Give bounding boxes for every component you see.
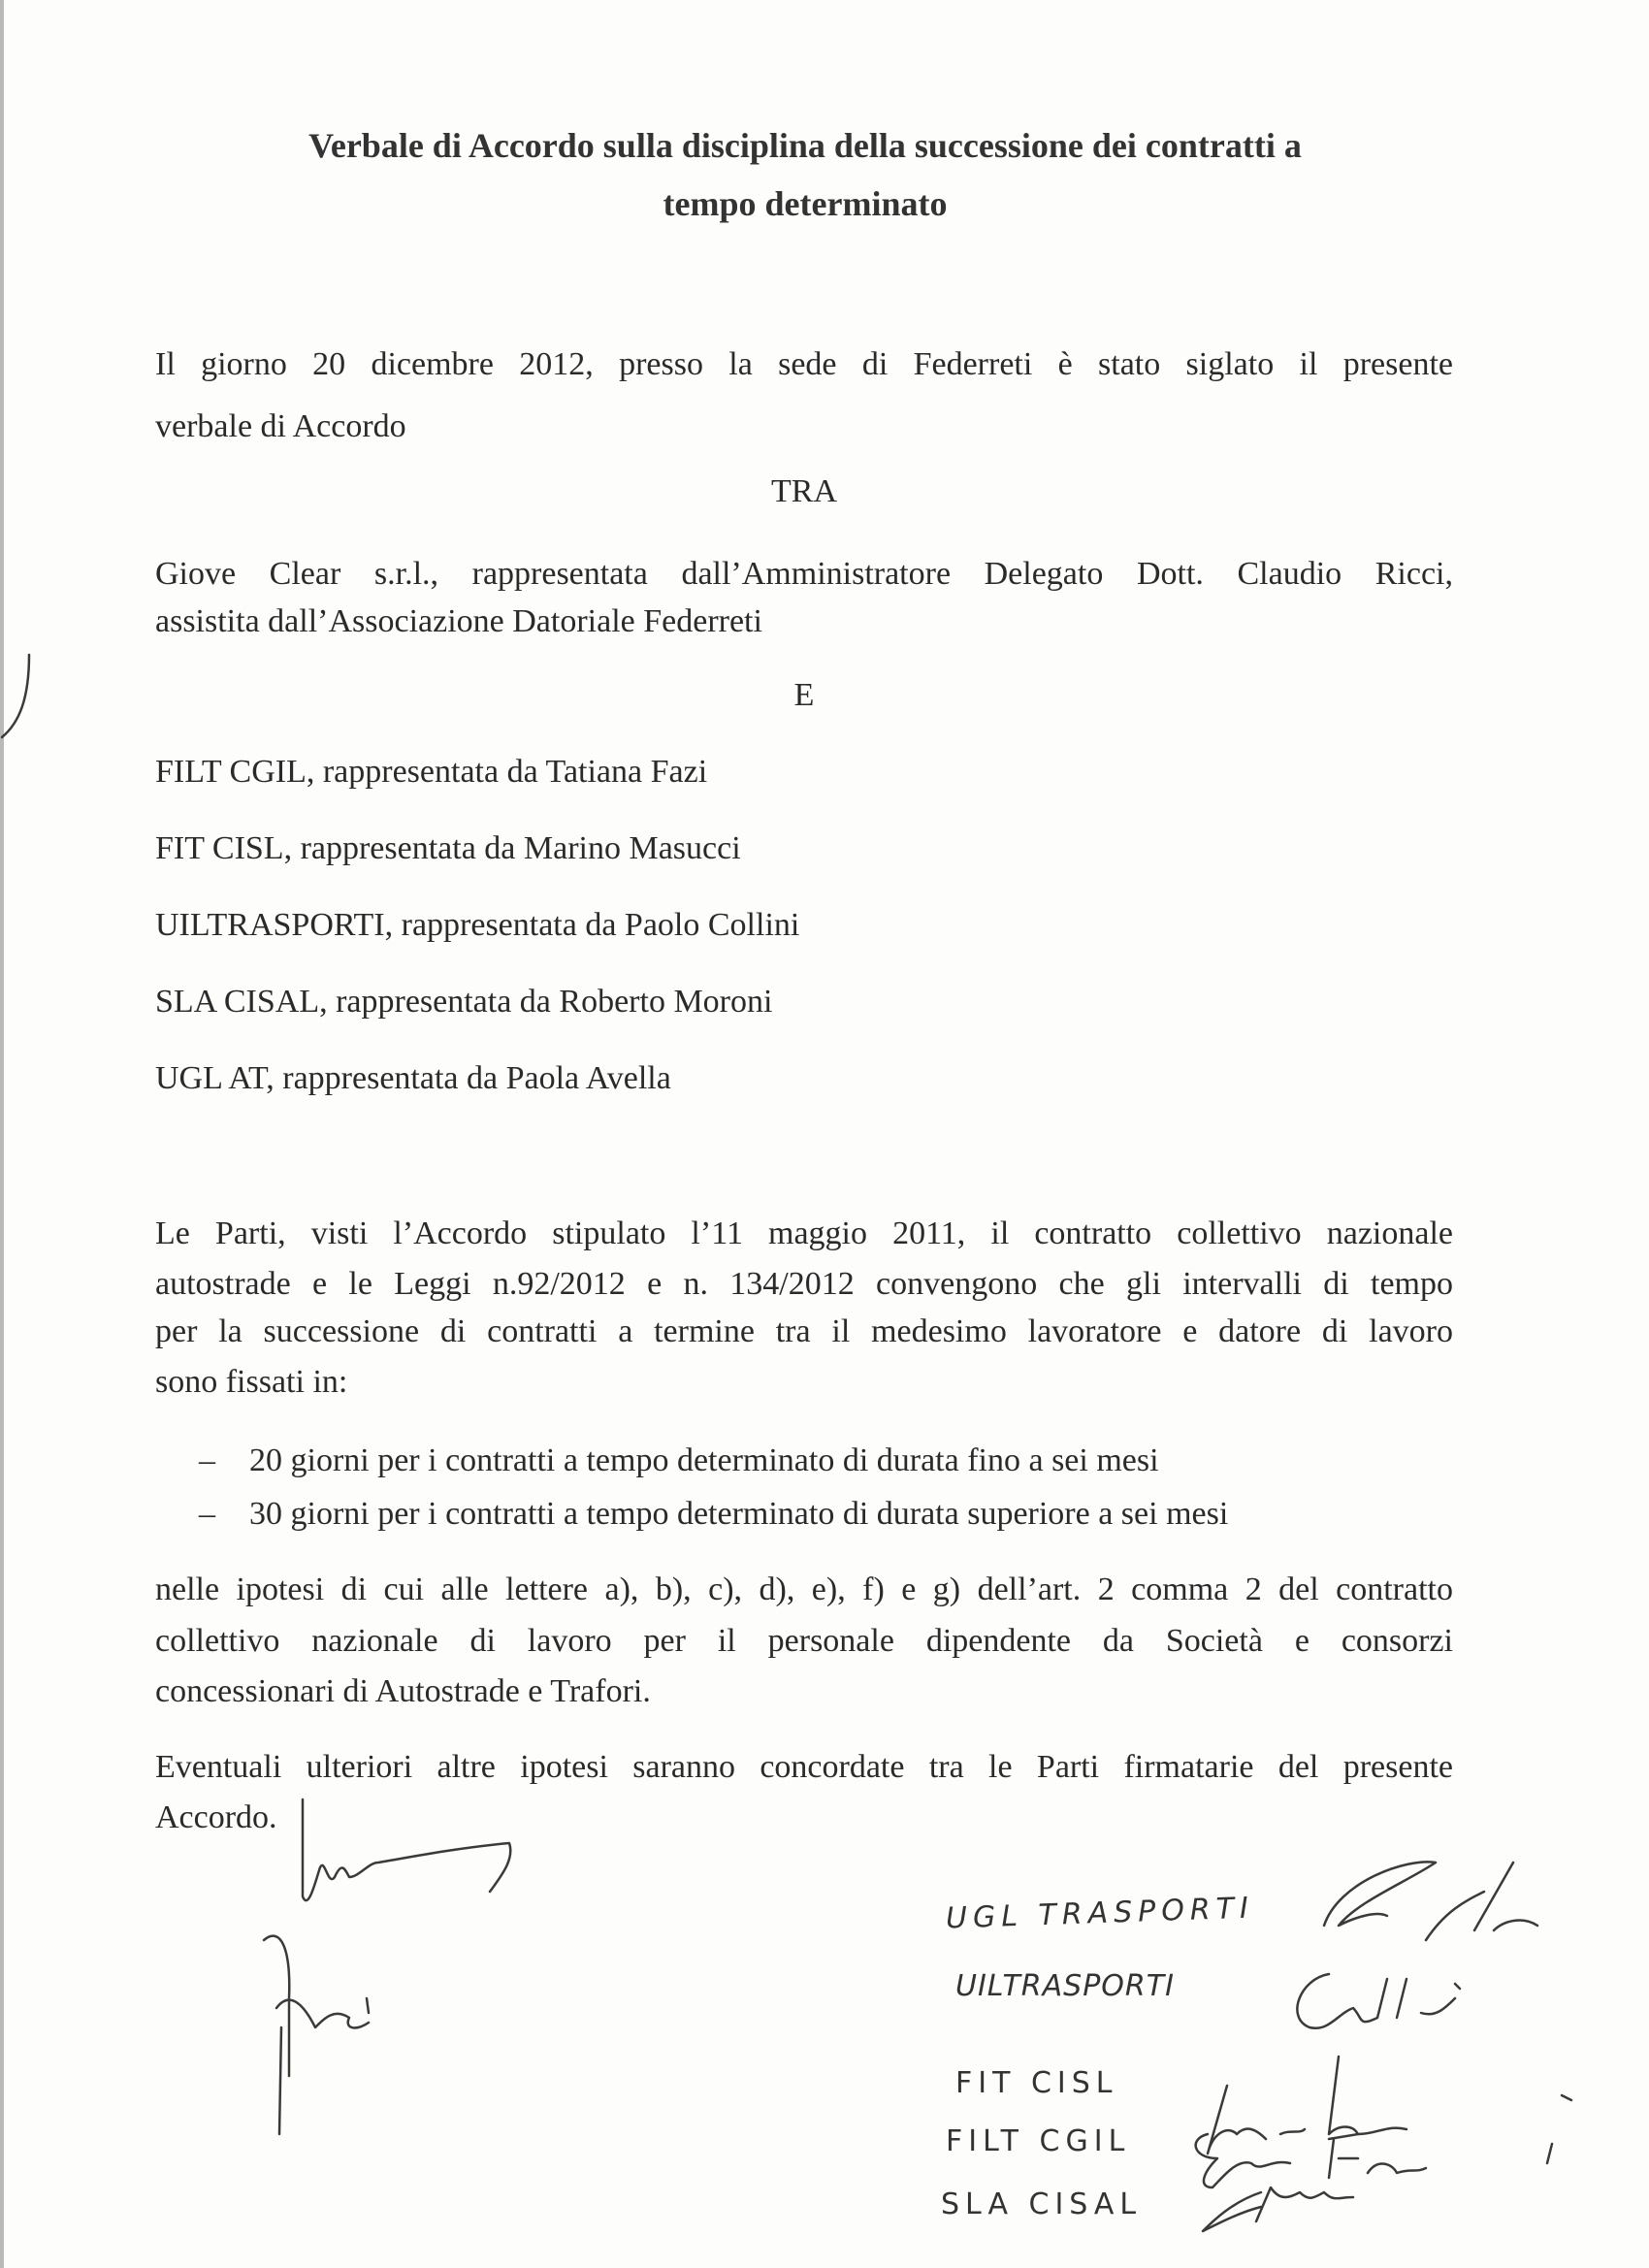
para2-line-3: concessionari di Autostrade e Trafori.	[155, 1673, 651, 1709]
handwritten-label-sla-cisal: SLA CISAL	[941, 2187, 1143, 2221]
handwritten-label-ugl-trasporti: UGL TRASPORTI	[945, 1891, 1255, 1936]
intro-line-1: Il giorno 20 dicembre 2012, presso la sede di Federreti è stato siglato il presente	[155, 346, 1453, 382]
para1-line-2: autostrade e le Leggi n.92/2012 e n. 134/2012 convengono che gli intervalli di tempo	[155, 1266, 1453, 1302]
bullet-text: 20 giorni per i contratti a tempo determinato di durata fino a sei mesi	[249, 1442, 1159, 1478]
company-line-1: Giove Clear s.r.l., rappresentata dall’Amministratore Delegato Dott. Claudio Ricci,	[155, 556, 1453, 592]
para3-line-1: Eventuali ulteriori altre ipotesi saranno concordate tra le Parti firmatarie del presente	[155, 1749, 1453, 1785]
handwritten-label-uiltrasporti: UILTRASPORTI	[955, 1969, 1175, 2003]
union-ugl-at: UGL AT, rappresentata da Paola Avella	[155, 1060, 671, 1096]
para1-line-1: Le Parti, visti l’Accordo stipulato l’11 maggio 2011, il contratto collettivo nazionale	[155, 1215, 1453, 1251]
para2-line-1: nelle ipotesi di cui alle lettere a), b), c), d), e), f) e g) dell’art. 2 comma 2 del contratto	[155, 1571, 1453, 1607]
union-fit-cisl: FIT CISL, rappresentata da Marino Masucci	[155, 830, 741, 866]
handwritten-label-filt-cgil: FILT CGIL	[946, 2124, 1131, 2158]
signature-sla-cisal	[1203, 2187, 1353, 2231]
signature-uiltrasporti	[1297, 1974, 1460, 2028]
union-uiltrasporti: UILTRASPORTI, rappresentata da Paolo Collini	[155, 907, 800, 943]
para2-line-2: collettivo nazionale di lavoro per il personale dipendente da Società e consorzi	[155, 1623, 1453, 1659]
signature-filt-cgil	[1196, 2134, 1552, 2187]
document-title-line-1: Verbale di Accordo sulla disciplina della successione dei contratti a	[308, 126, 1302, 165]
company-line-2: assistita dall’Associazione Datoriale Federreti	[155, 603, 762, 639]
between-label: TRA	[771, 473, 837, 509]
signature-ugl	[1324, 1862, 1537, 1940]
union-sla-cisal: SLA CISAL, rappresentata da Roberto Moroni	[155, 984, 773, 1020]
para1-line-4: sono fissati in:	[155, 1364, 348, 1400]
signature-company-2	[264, 1936, 369, 2134]
union-filt-cgil: FILT CGIL, rappresentata da Tatiana Fazi	[155, 754, 708, 790]
margin-pencil-mark	[2, 655, 29, 737]
signature-fit-cisl	[1208, 2057, 1571, 2154]
bullet-text: 30 giorni per i contratti a tempo determinato di durata superiore a sei mesi	[249, 1496, 1229, 1532]
bullet-item-20-days	[199, 1442, 1159, 1480]
bullet-dash: –	[199, 1496, 215, 1532]
bullet-dash: –	[199, 1442, 215, 1478]
document-title-line-2: tempo determinato	[663, 184, 948, 223]
para1-line-3: per la successione di contratti a termine tra il medesimo lavoratore e datore di lavoro	[155, 1313, 1453, 1349]
and-label: E	[793, 677, 815, 713]
bullet-item-30-days	[199, 1495, 1228, 1534]
intro-line-2: verbale di Accordo	[155, 408, 406, 444]
handwritten-label-fit-cisl: FIT CISL	[955, 2066, 1118, 2100]
para3-line-2: Accordo.	[155, 1799, 277, 1835]
